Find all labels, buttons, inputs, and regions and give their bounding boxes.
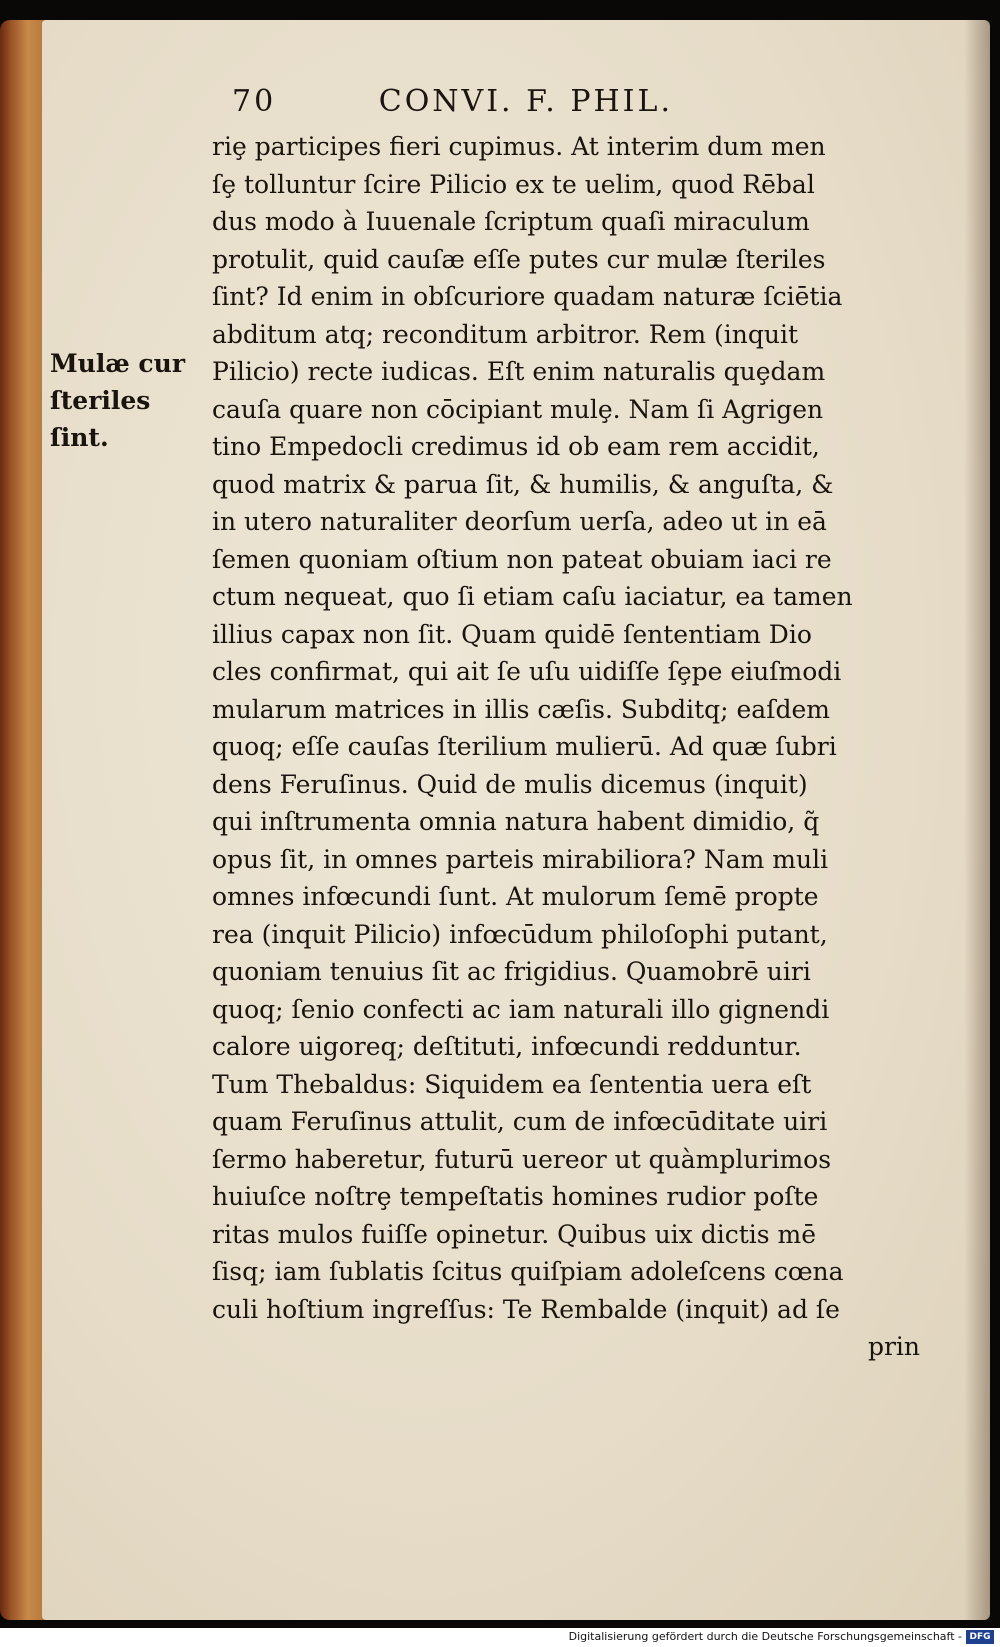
- page-number: 70: [232, 84, 277, 119]
- text-line: cauſa quare non cōcipiant mulȩ. Nam ſi Agrigen: [212, 394, 824, 424]
- text-line: mularum matrices in illis cæſis. Subditq; eaſdem: [212, 694, 830, 724]
- marginal-note-line: Mulæ cur: [50, 349, 185, 378]
- text-line: in utero naturaliter deorſum uerſa, adeo ut in eā: [212, 507, 827, 536]
- text-line: ſint? Id enim in obſcuriore quadam naturæ ſciētia: [212, 282, 843, 311]
- text-line: ctum nequeat, quo ſi etiam caſu iaciatur, ea tamen: [212, 582, 853, 611]
- text-line: omnes infœcundi ſunt. At mulorum ſemē propte: [212, 882, 819, 911]
- text-line: abditum atq; reconditum arbitror. Rem (inquit: [212, 319, 798, 349]
- text-line: rea (inquit Pilicio) infœcūdum philoſophi putant,: [212, 919, 828, 949]
- text-line: ſemen quoniam oſtium non pateat obuiam iaci re: [212, 544, 832, 574]
- page-gutter-shadow: [964, 20, 990, 1620]
- text-line: quod matrix & parua ſit, & humilis, & anguſta, &: [212, 469, 834, 499]
- marginal-note: [50, 345, 200, 456]
- text-line: Pilicio) recte iudicas. Eſt enim naturalis quȩdam: [212, 357, 826, 386]
- text-line: tino Empedocli credimus id ob eam rem accidit,: [212, 432, 820, 461]
- text-line: ſȩ tolluntur ſcire Pilicio ex te uelim, quod Rēbal: [212, 169, 815, 199]
- text-line: dus modo à Iuuenale ſcriptum quaſi miraculum: [212, 207, 810, 236]
- text-line: ritas mulos fuiſſe opinetur. Quibus uix dictis mē: [212, 1219, 817, 1249]
- text-line: quam Feruſinus attulit, cum de infœcūditate uiri: [212, 1107, 828, 1136]
- body-text: [212, 128, 930, 1366]
- text-line: quoq; ſenio confecti ac iam naturali illo gignendi: [212, 994, 830, 1024]
- text-line: culi hoſtium ingreſſus: Te Rembalde (inquit) ad ſe: [212, 1294, 840, 1324]
- running-head: [232, 84, 752, 128]
- text-line: ſermo haberetur, futurū uereor ut quàmplurimos: [212, 1144, 832, 1174]
- text-line: quoniam tenuius ſit ac frigidius. Quamobrē uiri: [212, 957, 811, 986]
- text-line: calore uigoreq; deſtituti, infœcundi redduntur.: [212, 1032, 802, 1061]
- text-line: illius capax non ſit. Quam quidē ſententiam Dio: [212, 619, 812, 649]
- dfg-logo: DFG: [966, 1630, 994, 1644]
- text-line: quoq; eſſe cauſas ſterilium mulierū. Ad quæ ſubri: [212, 732, 837, 761]
- text-line: Tum Thebaldus: Siquidem ea ſententia uera eſt: [212, 1069, 812, 1099]
- text-line: huiuſce noſtrȩ tempeſtatis homines rudior poſte: [212, 1182, 819, 1211]
- catchword: prin: [867, 1332, 920, 1361]
- text-line: ſisq; iam ſublatis ſcitus quiſpiam adoleſcens cœna: [212, 1257, 844, 1286]
- text-line: cles confirmat, qui ait ſe uſu uidiſſe ſȩpe eiuſmodi: [212, 657, 842, 686]
- text-line: qui inſtrumenta omnia natura habent dimidio, q̃: [212, 807, 820, 836]
- funding-credit: Digitalisierung gefördert durch die Deutsche Forschungsgemeinschaft -: [568, 1630, 962, 1643]
- text-line: dens Feruſinus. Quid de mulis dicemus (inquit): [212, 769, 808, 799]
- marginal-note-line: ſteriles: [50, 386, 151, 415]
- text-line: opus ſit, in omnes parteis mirabiliora? Nam muli: [212, 844, 829, 874]
- marginal-note-line: ſint.: [50, 423, 109, 452]
- text-line: protulit, quid cauſæ eſſe putes cur mulæ ſteriles: [212, 244, 826, 274]
- running-title: CONVI. F. PHIL.: [378, 84, 673, 119]
- text-line: riȩ participes fieri cupimus. At interim dum men: [212, 132, 826, 161]
